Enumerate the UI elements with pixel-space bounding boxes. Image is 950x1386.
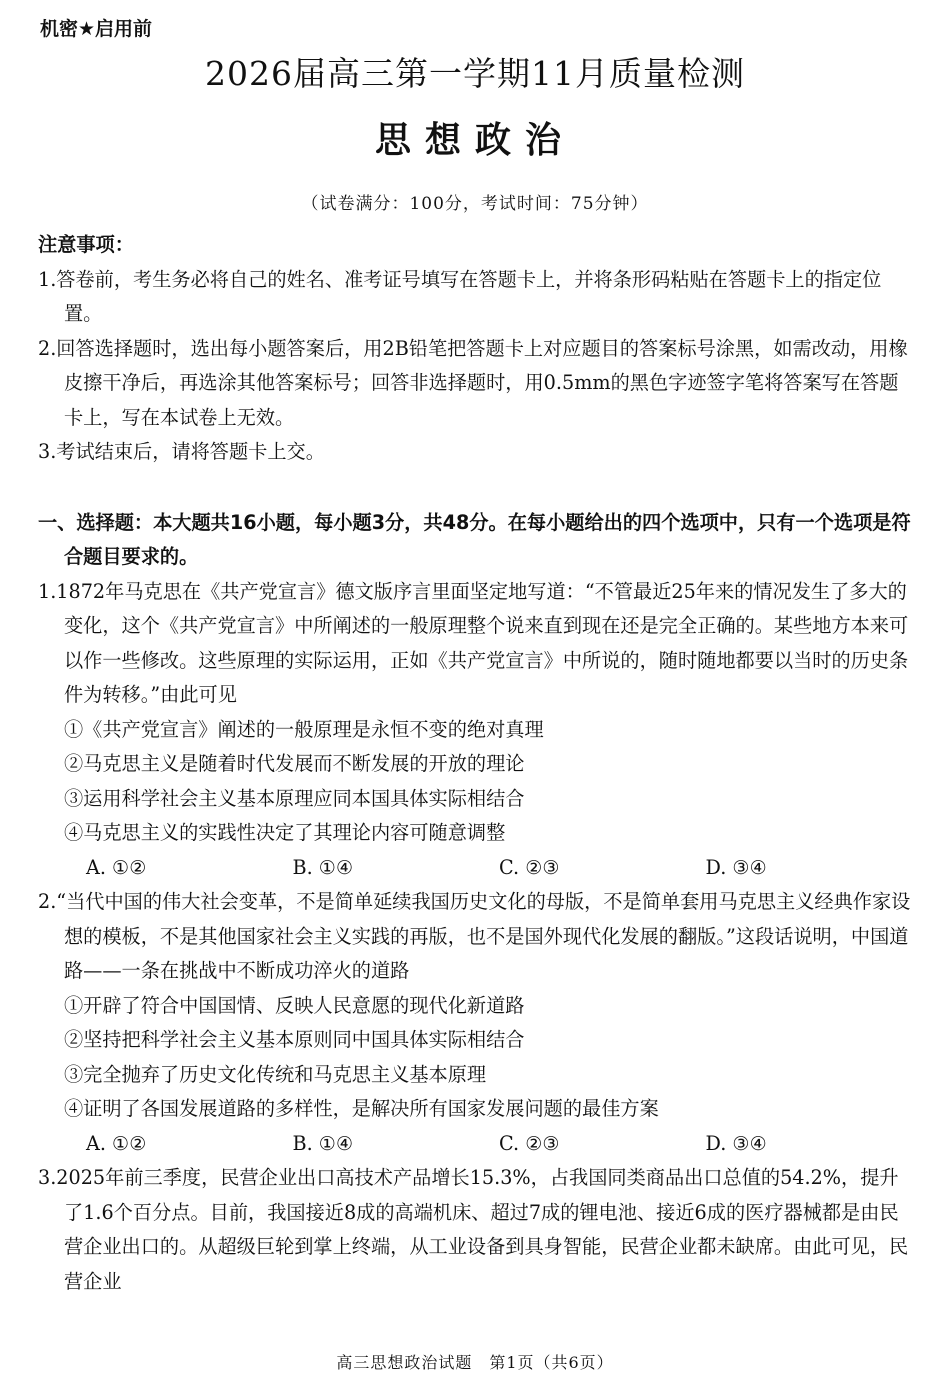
choice-c: C. ②③ bbox=[499, 1131, 560, 1155]
spacer bbox=[38, 470, 912, 506]
statement-option: ②坚持把科学社会主义基本原则同中国具体实际相结合 bbox=[64, 1028, 525, 1051]
choice-d: D. ③④ bbox=[705, 1131, 767, 1155]
question-stem: 2.“当代中国的伟大社会变革，不是简单延续我国历史文化的母版，不是简单套用马克思主义经典作家设想的模板，不是其他国家社会主义实践的再版，也不是国外现代化发展的翻版。”这段话说明，中国道路——一条在挑战中不断成功淬火的道路 bbox=[38, 890, 911, 982]
question-stem: 3.2025年前三季度，民营企业出口高技术产品增长15.3%，占我国同类商品出口总值的54.2%，提升了1.6个百分点。目前，我国接近8成的高端机床、超过7成的锂电池、接近6成的医疗器械都是由民营企业出口的。从超级巨轮到掌上终端，从工业设备到具身智能，民营企业都未缺席。由此可见，民营企业 bbox=[38, 1166, 909, 1293]
statement-option: ③完全抛弃了历史文化传统和马克思主义基本原理 bbox=[64, 1062, 487, 1086]
note-item: 2.回答选择题时，选出每小题答案后，用2B铅笔把答题卡上对应题目的答案标号涂黑，如需改动，用橡皮擦干净后，再选涂其他答案标号；回答非选择题时，用0.5mm的黑色字迹签字笔将答案写在答题卡上，写在本试卷上无效。 bbox=[38, 336, 908, 429]
answer-choices bbox=[38, 1127, 912, 1162]
question-stem: 1.1872年马克思在《共产党宣言》德文版序言里面坚定地写道：“不管最近25年来的情况发生了多大的变化，这个《共产党宣言》中所阐述的一般原理整个说来直到现在还是完全正确的。某些地方本来可以作一些修改。这些原理的实际运用，正如《共产党宣言》中所说的，随时随地都要以当时的历史条件为转移。”由此可见 bbox=[38, 579, 909, 706]
choice-d: D. ③④ bbox=[705, 855, 767, 879]
statement-option: ④马克思主义的实践性决定了其理论内容可随意调整 bbox=[64, 821, 506, 844]
statement-option: ③运用科学社会主义基本原理应同本国具体实际相结合 bbox=[64, 786, 525, 810]
choice-a: A. ①② bbox=[86, 1131, 147, 1155]
question-2 bbox=[38, 885, 912, 1161]
choice-c: C. ②③ bbox=[499, 855, 560, 879]
choice-b: B. ①④ bbox=[292, 1131, 354, 1155]
statement-option: ①《共产党宣言》阐述的一般原理是永恒不变的绝对真理 bbox=[64, 717, 544, 741]
statement-option: ④证明了各国发展道路的多样性，是解决所有国家发展问题的最佳方案 bbox=[64, 1097, 659, 1120]
notes-heading: 注意事项： bbox=[38, 233, 134, 256]
question-1 bbox=[38, 575, 912, 886]
section-heading: 一、选择题：本大题共16小题，每小题3分，共48分。在每小题给出的四个选项中，只有一个选项是符合题目要求的。 bbox=[38, 510, 911, 568]
choice-b: B. ①④ bbox=[292, 855, 354, 879]
exam-title: 2026届高三第一学期11月质量检测 bbox=[205, 54, 745, 93]
note-item: 1.答卷前，考生务必将自己的姓名、准考证号填写在答题卡上，并将条形码粘贴在答题卡上的指定位置。 bbox=[38, 267, 882, 325]
answer-choices bbox=[38, 851, 912, 886]
page-footer: 高三思想政治试题 第1页（共6页） bbox=[336, 1353, 614, 1372]
choice-a: A. ①② bbox=[86, 855, 147, 879]
subject-title: 思想政治 bbox=[374, 120, 575, 161]
note-item: 3.考试结束后，请将答题卡上交。 bbox=[38, 440, 325, 463]
confidential-label: 机密★启用前 bbox=[40, 18, 153, 40]
statement-option: ①开辟了符合中国国情、反映人民意愿的现代化新道路 bbox=[64, 993, 525, 1017]
exam-content bbox=[38, 228, 912, 1299]
statement-option: ②马克思主义是随着时代发展而不断发展的开放的理论 bbox=[64, 752, 525, 775]
question-3 bbox=[38, 1161, 912, 1299]
exam-info: （试卷满分：100分，考试时间：75分钟） bbox=[301, 194, 649, 214]
